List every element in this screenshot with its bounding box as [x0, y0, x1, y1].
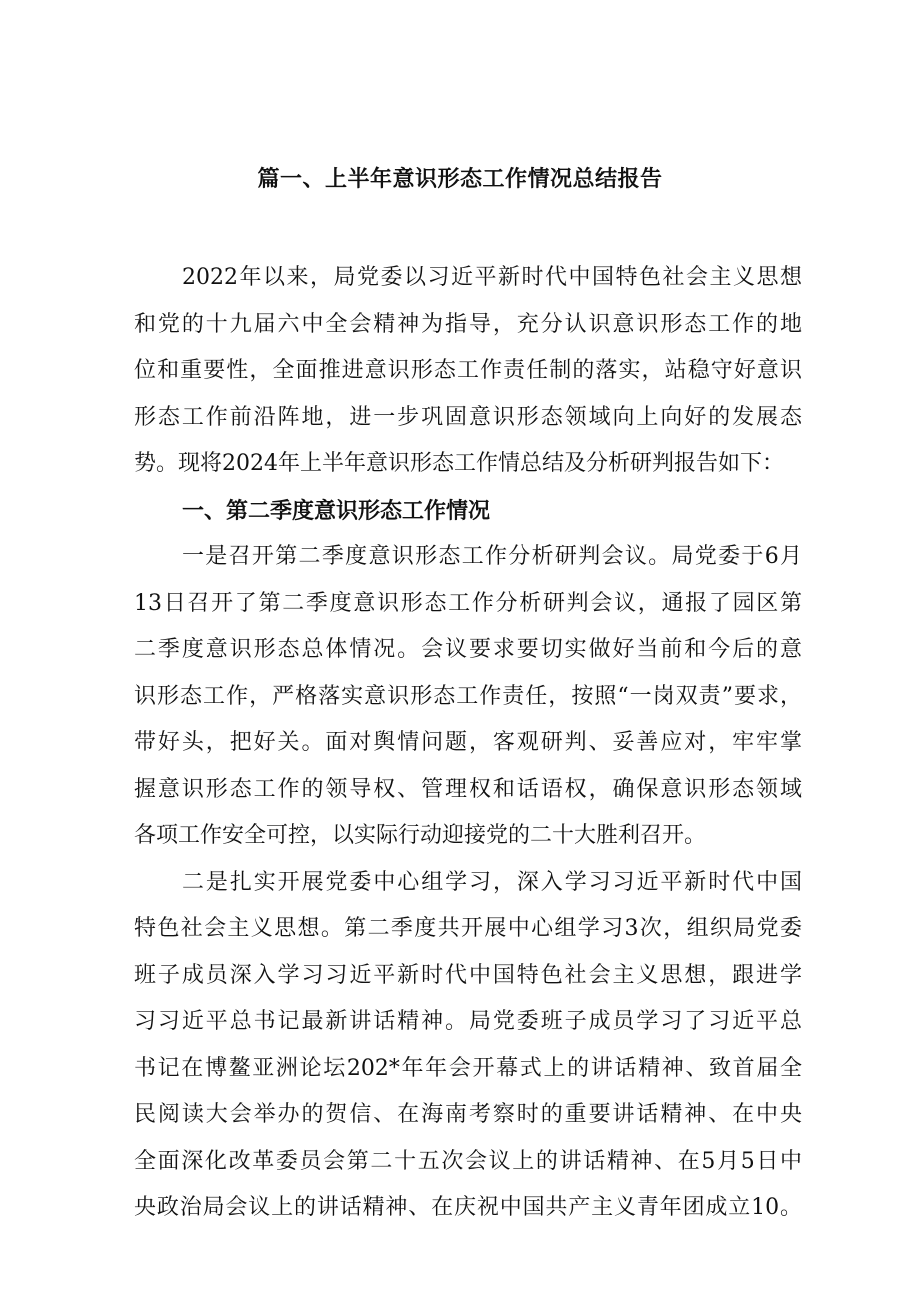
- paragraph-line: 央政治局会议上的讲话精神、在庆祝中国共产主义青年团成立10。: [134, 1195, 802, 1220]
- paragraph-line: 位和重要性，全面推进意识形态工作责任制的落实，站稳守好意识: [134, 358, 802, 383]
- section-heading: 一、第二季度意识形态工作情况: [182, 497, 491, 524]
- paragraph-line: 书记在博鳌亚洲论坛202*年年会开幕式上的讲话精神、致首届全: [134, 1055, 802, 1081]
- paragraph-line: 民阅读大会举办的贺信、在海南考察时的重要讲话精神、在中央: [134, 1102, 802, 1127]
- paragraph-line: 习习近平总书记最新讲话精神。局党委班子成员学习了习近平总: [134, 1009, 802, 1034]
- paragraph-line: 班子成员深入学习习近平新时代中国特色社会主义思想，跟进学: [134, 962, 802, 988]
- paragraph-line: 势。现将2024年上半年意识形态工作情总结及分析研判报告如下：: [134, 451, 784, 476]
- paragraph-line: 带好头，把好关。面对舆情问题，客观研判、妥善应对，牢牢掌: [134, 730, 802, 755]
- paragraph-line: 识形态工作，严格落实意识形态工作责任，按照“一岗双责”要求，: [134, 683, 802, 709]
- paragraph-line: 全面深化改革委员会第二十五次会议上的讲话精神、在5月5日中: [134, 1148, 802, 1174]
- paragraph-line: 和党的十九届六中全会精神为指导，充分认识意识形态工作的地: [134, 311, 802, 337]
- paragraph-line: 二是扎实开展党委中心组学习，深入学习习近平新时代中国: [182, 869, 802, 895]
- paragraph-line: 各项工作安全可控，以实际行动迎接党的二十大胜利召开。: [134, 823, 707, 848]
- paragraph-line: 13日召开了第二季度意识形态工作分析研判会议，通报了园区第: [134, 590, 802, 616]
- paragraph-line: 二季度意识形态总体情况。会议要求要切实做好当前和今后的意: [134, 637, 802, 662]
- paragraph-line: 特色社会主义思想。第二季度共开展中心组学习3次，组织局党委: [134, 916, 802, 941]
- paragraph-line: 2022年以来，局党委以习近平新时代中国特色社会主义思想: [182, 265, 802, 290]
- paragraph-line: 形态工作前沿阵地，进一步巩固意识形态领域向上向好的发展态: [134, 404, 802, 430]
- paragraph-line: 握意识形态工作的领导权、管理权和话语权，确保意识形态领域: [134, 776, 802, 802]
- document-title: 篇一、上半年意识形态工作情况总结报告: [257, 166, 663, 192]
- document-body: [134, 255, 802, 1232]
- paragraph-line: 一是召开第二季度意识形态工作分析研判会议。局党委于6月: [182, 544, 802, 569]
